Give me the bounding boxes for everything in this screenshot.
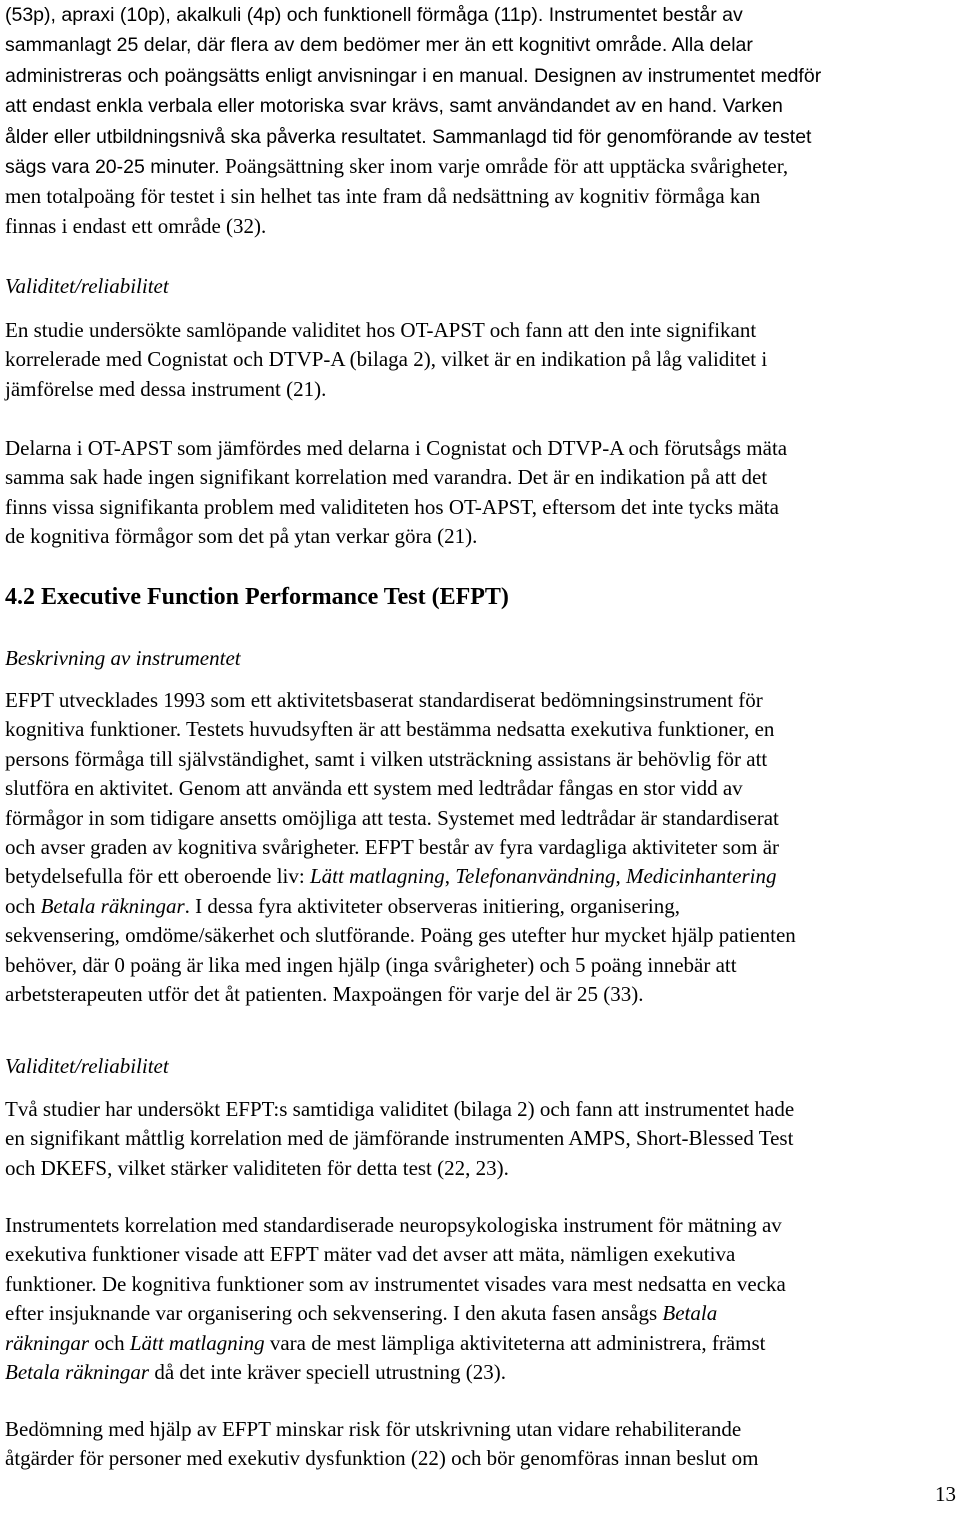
line: , [444, 864, 456, 889]
paragraph-ot-apst-description [5, 0, 957, 241]
line: sekvensering, omdöme/säkerhet och slutförande. Poäng ges utefter hur mycket hjälp patienten [5, 923, 796, 948]
line: och [5, 893, 41, 918]
line: efter insjuknande var organisering och sekvensering. I den akuta fasen ansågs [5, 1301, 663, 1326]
activity-name: Lätt matlagning [309, 864, 445, 889]
activity-name: Lätt matlagning [129, 1330, 265, 1355]
activity-name: Betala räkningar [40, 893, 185, 918]
line: Två studier har undersökt EFPT:s samtidiga validitet (bilaga 2) och fann att instrumentet hade [5, 1097, 795, 1121]
paragraph-efpt-validity [5, 1095, 957, 1183]
activity-name: Betala [662, 1301, 718, 1326]
paragraph-ot-apst-validity [5, 316, 957, 404]
line: vara de mest lämpliga aktiviteterna att administrera, främst [264, 1330, 766, 1355]
line: åtgärder för personer med exekutiv dysfunktion (22) och bör genomföras innan beslut om [5, 1446, 759, 1471]
line: betydelsefulla för ett oberoende liv: [5, 864, 310, 889]
line: Bedömning med hjälp av EFPT minskar risk för utskrivning utan vidare rehabiliterande [5, 1417, 742, 1441]
line: Poängsättning sker inom varje område för att upptäcka svårigheter, [225, 154, 789, 179]
activity-name: Medicinhantering [625, 864, 777, 889]
line: ålder eller utbildningsnivå ska påverka resultatet. Sammanlagd tid för genomförande av testet [5, 125, 812, 148]
subheading-description: Beskrivning av instrumentet [5, 646, 241, 670]
line: men totalpoäng för testet i sin helhet tas inte fram då nedsättning av kognitiv förmåga kan [5, 184, 761, 209]
activity-name: Betala räkningar [5, 1360, 150, 1385]
section-heading-efpt: 4.2 Executive Function Performance Test (EFPT) [5, 584, 509, 610]
line: och avser graden av kognitiva svårigheter. EFPT består av fyra vardagliga aktiviteter som är [5, 835, 780, 860]
activity-name: Telefonanvändning [455, 864, 616, 889]
line: administreras och poängsätts enligt anvisningar i en manual. Designen av instrumentet medför [5, 64, 822, 87]
line: sammanlagt 25 delar, där flera av dem bedömer mer än ett kognitivt område. Alla delar [5, 34, 753, 57]
line: (53p), apraxi (10p), akalkuli (4p) och funktionell förmåga (11p). Instrumentet består av [5, 4, 743, 26]
line: slutföra en aktivitet. Genom att använda ett system med ledtrådar fångas en stor vidd av [5, 776, 743, 801]
line: kognitiva funktioner. Testets huvudsyften är att bestämma nedsatta exekutiva funktioner, en [5, 717, 775, 742]
line: . I dessa fyra aktiviteter observeras initiering, organisering, [184, 893, 680, 918]
line: Delarna i OT-APST som jämfördes med delarna i Cognistat och DTVP-A och förutsågs mäta [5, 436, 788, 460]
line: EFPT utvecklades 1993 som ett aktivitetsbaserat standardiserat bedömningsinstrument för [5, 688, 763, 712]
line: exekutiva funktioner visade att EFPT mäter vad det avser att mäta, nämligen exekutiva [5, 1242, 736, 1267]
line: då det inte kräver speciell utrustning (23). [149, 1360, 506, 1385]
line: att endast enkla verbala eller motoriska svar krävs, samt användandet av en hand. Varken [5, 95, 783, 118]
paragraph-efpt-correlation [5, 1211, 957, 1387]
line: samma sak hade ingen signifikant korrelation med varandra. Det är en indikation på att det [5, 465, 768, 490]
line: de kognitiva förmågor som det på ytan verkar göra (21). [5, 524, 478, 549]
line: och [89, 1330, 130, 1355]
line: Instrumentets korrelation med standardiserade neuropsykologiska instrument för mätning av [5, 1213, 782, 1237]
line: En studie undersökte samlöpande validitet hos OT-APST och fann att den inte signifikant [5, 318, 757, 342]
line: jämförelse med dessa instrument (21). [5, 376, 327, 401]
line: , [615, 864, 626, 889]
paragraph-ot-apst-correlation [5, 434, 957, 552]
line: finns vissa signifikanta problem med validiteten hos OT-APST, eftersom det inte tycks mäta [5, 494, 779, 519]
line: och DKEFS, vilket stärker validiteten för detta test (22, 23). [5, 1155, 509, 1180]
line: korrelerade med Cognistat och DTVP-A (bilaga 2), vilket är en indikation på låg validitet i [5, 347, 768, 372]
line: en signifikant måttlig korrelation med de jämförande instrumenten AMPS, Short-Blessed Test [5, 1126, 794, 1151]
line: förmågor in som tidigare ansetts omöjliga att testa. Systemet med ledtrådar är standardiserat [5, 805, 779, 830]
page-number: 13 [935, 1482, 956, 1506]
line: funktioner. De kognitiva funktioner som av instrumentet visades vara mest nedsatta en vecka [5, 1271, 786, 1296]
section-heading-validity: Validitet/reliabilitet [5, 274, 169, 298]
activity-name: räkningar [5, 1330, 89, 1355]
section-heading-validity-2: Validitet/reliabilitet [5, 1054, 169, 1078]
paragraph-efpt-description [5, 686, 957, 1009]
line: arbetsterapeuten utför det åt patienten. Maxpoängen för varje del är 25 (33). [5, 982, 644, 1007]
paragraph-efpt-assessment [5, 1415, 957, 1474]
line: behöver, där 0 poäng är lika med ingen hjälp (inga svårigheter) och 5 poäng innebär att [5, 952, 737, 977]
line: persons förmåga till självständighet, samt i vilken utsträckning assistans är behövlig för att [5, 746, 768, 771]
line: finnas i endast ett område (32). [5, 213, 267, 238]
line: sägs vara 20-25 minuter. [5, 156, 226, 179]
